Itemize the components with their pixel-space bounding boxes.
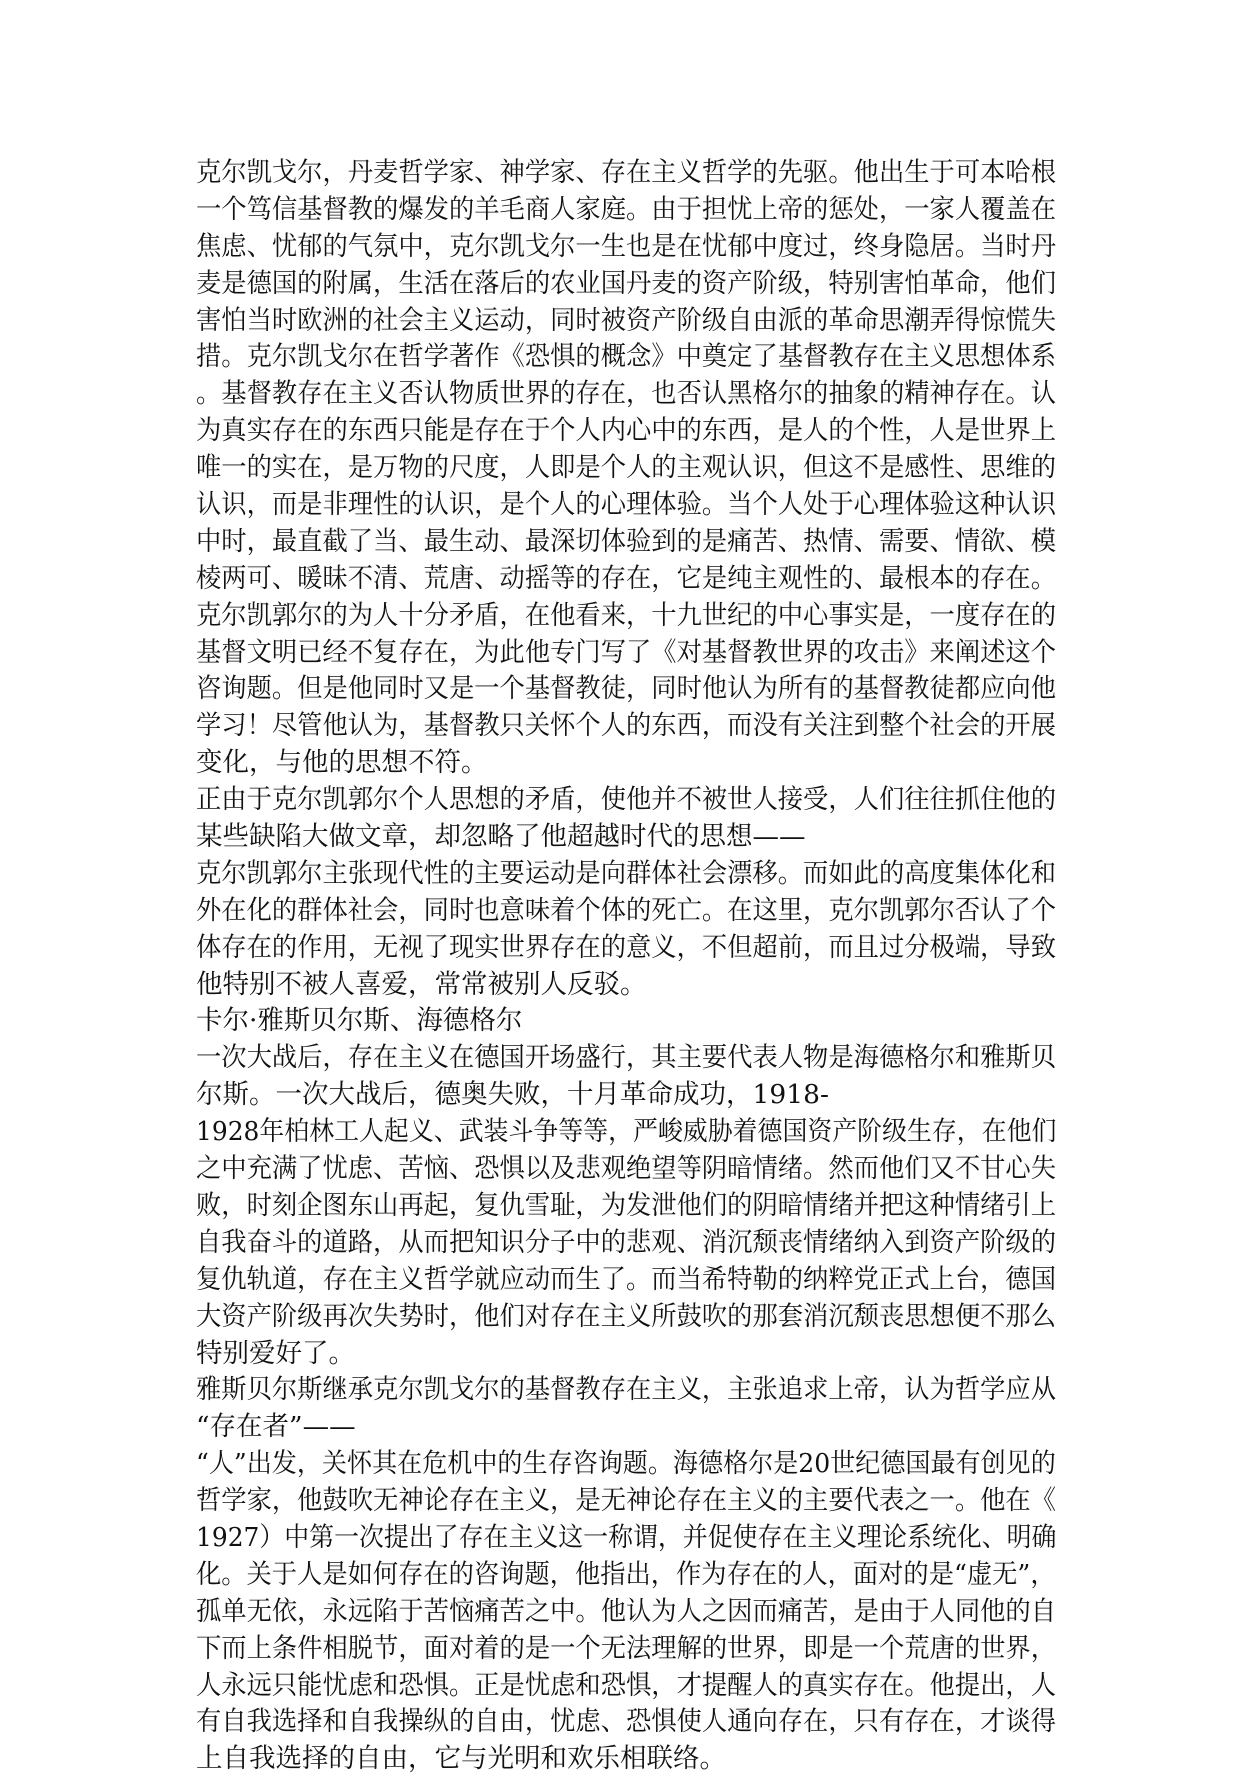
text-line: 变化，与他的思想不符。 — [196, 747, 488, 779]
text-line: 孤单无依，永远陷于苦恼痛苦之中。他认为人之因而痛苦，是由于人同他的自 — [196, 1595, 1057, 1627]
text-line: 哲学家，他鼓吹无神论存在主义，是无神论存在主义的主要代表之一。他在《 — [196, 1485, 1057, 1517]
text-line: 棱两可、暖昧不清、荒唐、动摇等的存在，它是纯主观性的、最根本的存在。 — [196, 562, 1057, 594]
text-line: 一次大战后，存在主义在德国开场盛行，其主要代表人物是海德格尔和雅斯贝 — [196, 1042, 1057, 1074]
text-line: 败，时刻企图东山再起，复仇雪耻，为发泄他们的阴暗情绪并把这种情绪引上 — [196, 1189, 1057, 1221]
text-line: 认识，而是非理性的认识，是个人的心理体验。当个人处于心理体验这种认识 — [196, 489, 1057, 521]
text-line: 唯一的实在，是万物的尺度，人即是个人的主观认识，但这不是感性、思维的 — [196, 452, 1057, 484]
text-line: 克尔凯戈尔，丹麦哲学家、神学家、存在主义哲学的先驱。他出生于可本哈根 — [196, 157, 1057, 188]
text-line: 尔斯。一次大战后，德奥失败，十月革命成功，1918- — [196, 1079, 829, 1111]
text-line: “人”出发，关怀其在危机中的生存咨询题。海德格尔是20世纪德国最有创见的 — [196, 1448, 1056, 1480]
text-line: 1927）中第一次提出了存在主义这一称谓，并促使存在主义理论系统化、明确 — [196, 1521, 1057, 1553]
text-line: 措。克尔凯戈尔在哲学著作《恐惧的概念》中奠定了基督教存在主义思想体系 — [196, 341, 1057, 373]
text-line: 咨询题。但是他同时又是一个基督教徒，同时他认为所有的基督教徒都应向他 — [196, 673, 1057, 705]
text-line: 基督文明已经不复存在，为此他专门写了《对基督教世界的攻击》来阐述这个 — [196, 636, 1057, 668]
section-heading: 卡尔·雅斯贝尔斯、海德格尔 — [196, 1005, 523, 1037]
document-body — [196, 155, 1056, 1778]
text-line: 化。关于人是如何存在的咨询题，他指出，作为存在的人，面对的是“虚无”， — [196, 1558, 1056, 1590]
text-line: 。基督教存在主义否认物质世界的存在，也否认黑格尔的抽象的精神存在。认 — [196, 378, 1057, 410]
text-line: 下而上条件相脱节，面对着的是一个无法理解的世界，即是一个荒唐的世界， — [196, 1632, 1057, 1664]
text-line: 正由于克尔凯郭尔个人思想的矛盾，使他并不被世人接受，人们往往抓住他的 — [196, 784, 1057, 816]
text-line: 人永远只能忧虑和恐惧。正是忧虑和恐惧，才提醒人的真实存在。他提出，人 — [196, 1669, 1057, 1701]
text-line: 学习！尽管他认为，基督教只关怀个人的东西，而没有关注到整个社会的开展 — [196, 710, 1057, 742]
text-line: 一个笃信基督教的爆发的羊毛商人家庭。由于担忧上帝的惩处，一家人覆盖在 — [196, 193, 1057, 225]
text-line: 焦虑、忧郁的气氛中，克尔凯戈尔一生也是在忧郁中度过，终身隐居。当时丹 — [196, 230, 1057, 262]
text-line: 克尔凯郭尔的为人十分矛盾，在他看来，十九世纪的中心事实是，一度存在的 — [196, 599, 1057, 631]
text-line: 雅斯贝尔斯继承克尔凯戈尔的基督教存在主义，主张追求上帝，认为哲学应从 — [196, 1374, 1057, 1406]
text-line: 之中充满了忧虑、苦恼、恐惧以及悲观绝望等阴暗情绪。然而他们又不甘心失 — [196, 1153, 1057, 1185]
text-line: 1928年柏林工人起义、武装斗争等等，严峻威胁着德国资产阶级生存，在他们 — [196, 1116, 1057, 1148]
text-line: 大资产阶级再次失势时，他们对存在主义所鼓吹的那套消沉颓丧思想便不那么 — [196, 1300, 1057, 1332]
text-line: 上自我选择的自由，它与光明和欢乐相联络。 — [196, 1743, 726, 1775]
text-line: 克尔凯郭尔主张现代性的主要运动是向群体社会漂移。而如此的高度集体化和 — [196, 857, 1057, 889]
text-line: 中时，最直截了当、最生动、最深切体验到的是痛苦、热情、需要、情欲、模 — [196, 525, 1057, 557]
text-line: 麦是德国的附属，生活在落后的农业国丹麦的资产阶级，特别害怕革命，他们 — [196, 267, 1057, 299]
text-line: 自我奋斗的道路，从而把知识分子中的悲观、消沉颓丧情绪纳入到资产阶级的 — [196, 1226, 1057, 1258]
text-line: 为真实存在的东西只能是存在于个人内心中的东西，是人的个性，人是世界上 — [196, 415, 1057, 447]
text-line: “存在者”—— — [196, 1411, 356, 1443]
text-line: 他特别不被人喜爱，常常被别人反驳。 — [196, 968, 647, 1000]
text-line: 害怕当时欧洲的社会主义运动，同时被资产阶级自由派的革命思潮弄得惊慌失 — [196, 304, 1057, 336]
text-line: 体存在的作用，无视了现实世界存在的意义，不但超前，而且过分极端，导致 — [196, 931, 1057, 963]
text-line: 外在化的群体社会，同时也意味着个体的死亡。在这里，克尔凯郭尔否认了个 — [196, 894, 1057, 926]
text-line: 特别爱好了。 — [196, 1337, 355, 1369]
text-line: 有自我选择和自我操纵的自由，忧虑、恐惧使人通向存在，只有存在，才谈得 — [196, 1706, 1057, 1738]
text-line: 某些缺陷大做文章，却忽略了他超越时代的思想—— — [196, 821, 806, 853]
text-line: 复仇轨道，存在主义哲学就应动而生了。而当希特勒的纳粹党正式上台，德国 — [196, 1263, 1057, 1295]
